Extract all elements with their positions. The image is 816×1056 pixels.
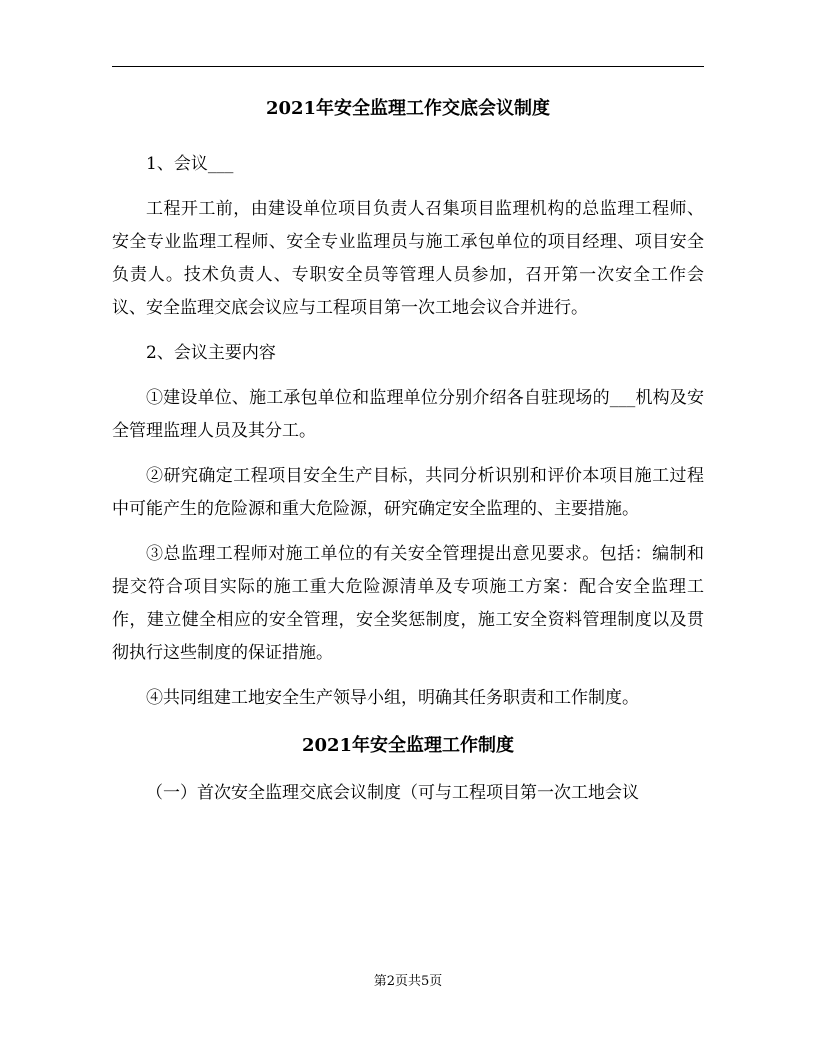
paragraph-item-4: ④共同组建工地安全生产领导小组，明确其任务职责和工作制度。 xyxy=(146,688,639,708)
paragraph-item-3: ③总监理工程师对施工单位的有关安全管理提出意见要求。包括：编制和提交符合项目实际的施工重大危险源清单及专项施工方案：配合安全监理工作，建立健全相应的安全管理，安全奖惩制度，施工安全资料管理制度以及贯彻执行这些制度的保证措施。 xyxy=(112,544,704,663)
header-rule xyxy=(112,66,704,67)
paragraph-first-meeting-system: （一）首次安全监理交底会议制度（可与工程项目第一次工地会议 xyxy=(146,783,639,803)
document-title: 2021年安全监理工作交底会议制度 xyxy=(265,98,551,119)
paragraph-item-1: ①建设单位、施工承包单位和监理单位分别介绍各自驻现场的___机构及安全管理监理人员及其分工。 xyxy=(112,388,704,441)
section-title: 2021年安全监理工作制度 xyxy=(301,735,515,756)
paragraph-main-content-heading: 2、会议主要内容 xyxy=(146,343,276,363)
page-number: 第2页共5页 xyxy=(373,974,443,989)
paragraph-meeting: 1、会议___ xyxy=(146,154,234,174)
paragraph-meeting-description: 工程开工前，由建设单位项目负责人召集项目监理机构的总监理工程师、安全专业监理工程师、安全专业监理员与施工承包单位的项目经理、项目安全负责人。技术负责人、专职安全员等管理人员参加，召开第一次安全工作会议、安全监理交底会议应与工程项目第一次工地会议合并进行。 xyxy=(112,199,704,318)
document-body xyxy=(112,94,704,822)
paragraph-item-2: ②研究确定工程项目安全生产目标，共同分析识别和评价本项目施工过程中可能产生的危险源和重大危险源，研究确定安全监理的、主要措施。 xyxy=(112,466,704,519)
